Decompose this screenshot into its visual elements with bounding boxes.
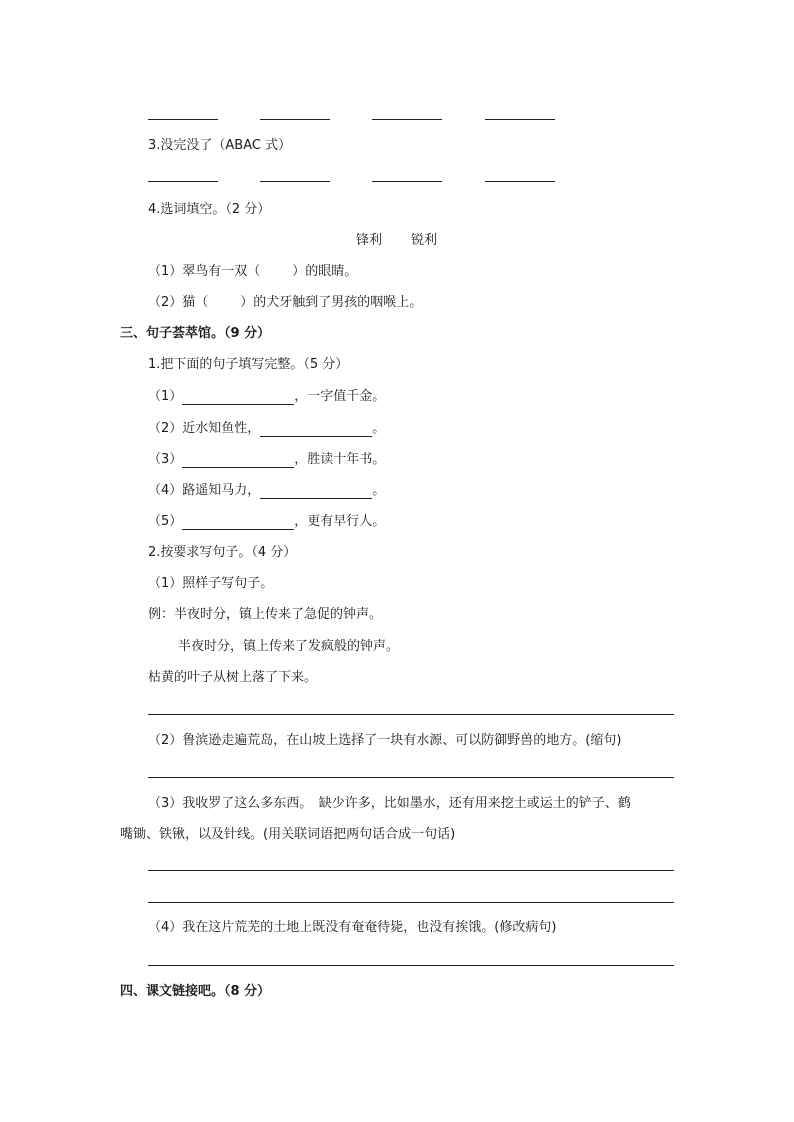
- answer-blank[interactable]: [260, 485, 372, 499]
- answer-line[interactable]: [148, 777, 674, 778]
- sentence-suffix: 。: [372, 483, 386, 498]
- fill-item-suffix: ）的眼睛。: [292, 264, 358, 279]
- item-number: （1）: [148, 389, 183, 404]
- answer-blank[interactable]: [372, 181, 442, 182]
- answer-line[interactable]: [148, 902, 674, 903]
- item-number: （3）: [148, 452, 183, 467]
- question-4-title: 4.选词填空。（2 分）: [148, 202, 271, 217]
- fill-sentence: [148, 483, 385, 499]
- target-sentence: 枯黄的叶子从树上落了下来。: [148, 670, 318, 685]
- sentence-prefix: 近水知鱼性，: [182, 421, 261, 436]
- sub-question-3: （3）我收罗了这么多东西。 缺少许多，比如墨水，还有用来挖土或运土的铲子、鹤: [148, 796, 631, 811]
- answer-blank[interactable]: [148, 119, 218, 120]
- answer-blank[interactable]: [485, 119, 555, 120]
- fill-sentence: [148, 421, 385, 437]
- answer-blank[interactable]: [182, 454, 294, 468]
- answer-blank[interactable]: [182, 516, 294, 530]
- answer-blank[interactable]: [372, 119, 442, 120]
- sentence-suffix: ，更有早行人。: [294, 514, 386, 529]
- section-3-title: 三、句子荟萃馆。（9 分）: [120, 326, 271, 341]
- section-4-title: 四、课文链接吧。（8 分）: [120, 984, 271, 999]
- question-3-title: 3.没完没了（ABAC 式）: [148, 138, 292, 153]
- question-1-title: 1.把下面的句子填写完整。（5 分）: [148, 357, 349, 372]
- sentence-suffix: 。: [372, 421, 386, 436]
- item-number: （2）: [148, 421, 183, 436]
- answer-blank[interactable]: [260, 423, 372, 437]
- word-option: 锋利: [356, 233, 383, 248]
- fill-item: [148, 264, 357, 280]
- example-line-2: 半夜时分，镇上传来了发疯般的钟声。: [178, 639, 400, 654]
- answer-line[interactable]: [148, 870, 674, 871]
- question-2-title: 2.按要求写句子。（4 分）: [148, 545, 297, 560]
- fill-item: [148, 295, 422, 311]
- fill-item-prefix: （1）翠鸟有一双（: [148, 264, 261, 279]
- sub-question-1: （1）照样子写句子。: [148, 576, 274, 591]
- answer-blank[interactable]: [182, 391, 294, 405]
- sub-question-3-cont: 嘴锄、铁锹，以及针线。(用关联词语把两句话合成一句话): [120, 827, 456, 842]
- item-number: （5）: [148, 514, 183, 529]
- sub-question-2: （2）鲁滨逊走遍荒岛，在山坡上选择了一块有水源、可以防御野兽的地方。(缩句): [148, 733, 622, 748]
- sentence-prefix: 路遥知马力，: [182, 483, 261, 498]
- answer-blank[interactable]: [148, 181, 218, 182]
- fill-sentence: [148, 514, 385, 530]
- sentence-suffix: ，胜读十年书。: [294, 452, 386, 467]
- answer-blank[interactable]: [260, 119, 330, 120]
- answer-blank[interactable]: [260, 181, 330, 182]
- example-line-1: 例：半夜时分，镇上传来了急促的钟声。: [148, 607, 383, 622]
- sentence-suffix: ，一字值千金。: [294, 389, 386, 404]
- answer-line[interactable]: [148, 965, 674, 966]
- answer-blank[interactable]: [485, 181, 555, 182]
- fill-sentence: [148, 389, 385, 405]
- item-number: （4）: [148, 483, 183, 498]
- answer-line[interactable]: [148, 714, 674, 715]
- word-option: 锐利: [411, 233, 438, 248]
- fill-item-prefix: （2）猫（: [148, 295, 209, 310]
- fill-item-suffix: ）的犬牙触到了男孩的咽喉上。: [240, 295, 423, 310]
- sub-question-4: （4）我在这片荒芜的土地上既没有奄奄待毙，也没有挨饿。(修改病句): [148, 920, 557, 935]
- fill-sentence: [148, 452, 385, 468]
